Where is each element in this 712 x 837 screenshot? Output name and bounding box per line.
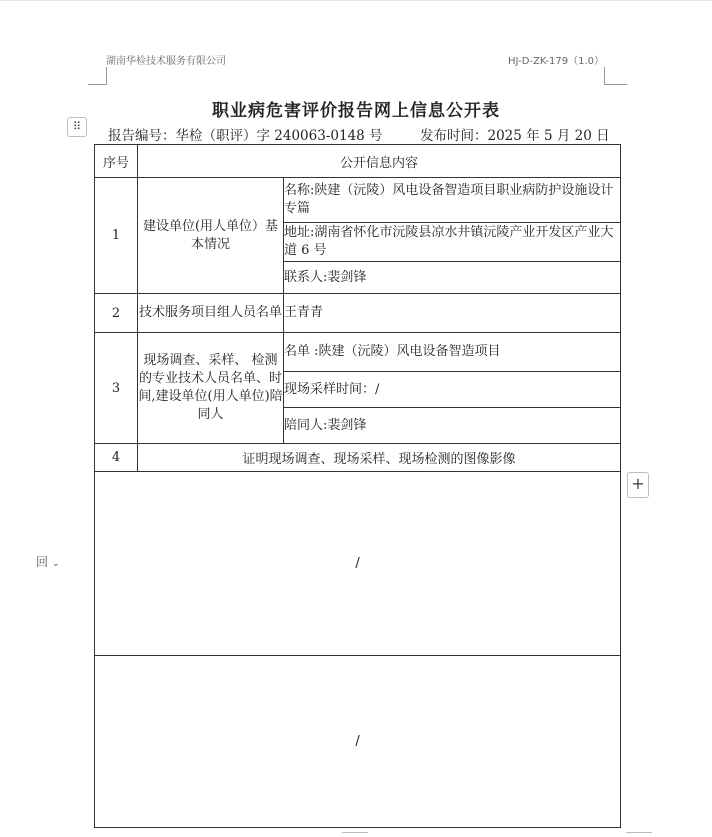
col-header-no: 序号	[95, 145, 138, 178]
row-category: 现场调查、采样、 检测的专业技术人员名单、时间,建设单位(用人单位)陪同人	[138, 333, 284, 444]
survey-staff-list[interactable]: 名单 :陕建（沅陵）风电设备智造项目	[284, 333, 621, 372]
disclosure-table	[94, 144, 621, 828]
image-placeholder-2[interactable]: /	[95, 656, 621, 828]
header-doc-code: HJ-D-ZK-179（1.0）	[508, 56, 604, 67]
crop-mark-right	[604, 67, 627, 85]
row-number: 2	[95, 294, 138, 333]
table-row	[95, 444, 621, 472]
table-row	[95, 656, 621, 828]
move-handle-icon[interactable]: ⠿	[67, 117, 87, 137]
image-placeholder-1[interactable]: /	[95, 472, 621, 656]
table-row	[95, 333, 621, 372]
row-category: 建设单位(用人单位）基本情况	[138, 178, 284, 294]
page-top-border	[0, 0, 712, 1]
table-header-row	[95, 145, 621, 178]
project-name[interactable]: 名称:陕建（沅陵）风电设备智造项目职业病防护设施设计专篇	[284, 178, 621, 223]
report-number: 报告编号：华检（职评）字 240063-0148 号	[108, 128, 383, 144]
companion-person[interactable]: 陪同人:裴剑锋	[284, 408, 621, 444]
header-company: 湖南华检技术服务有限公司	[106, 56, 226, 67]
project-address[interactable]: 地址:湖南省怀化市沅陵县凉水井镇沅陵产业开发区产业大道 6 号	[284, 223, 621, 262]
col-header-content: 公开信息内容	[138, 145, 621, 178]
images-section-header: 证明现场调查、现场采样、现场检测的图像影像	[138, 444, 621, 472]
add-column-button[interactable]: +	[627, 472, 649, 498]
row-tool-icon: 回	[36, 555, 49, 569]
page-bottom-mark	[626, 832, 652, 837]
table-row	[95, 294, 621, 333]
crop-mark-left	[88, 67, 107, 85]
page-bottom-mark	[342, 832, 368, 837]
chevron-down-icon: ⌄	[52, 559, 60, 569]
document-title: 职业病危害评价报告网上信息公开表	[212, 101, 500, 121]
team-members[interactable]: 王青青	[284, 294, 621, 333]
sampling-time[interactable]: 现场采样时间：/	[284, 372, 621, 408]
row-number: 4	[95, 444, 138, 472]
publish-date: 发布时间：2025 年 5 月 20 日	[420, 128, 610, 144]
row-number: 1	[95, 178, 138, 294]
row-category: 技术服务项目组人员名单	[138, 294, 284, 333]
row-number: 3	[95, 333, 138, 444]
contact-person[interactable]: 联系人:裴剑锋	[284, 262, 621, 294]
row-tool-button[interactable]	[36, 553, 60, 570]
page-header	[106, 52, 604, 66]
table-row	[95, 472, 621, 656]
table-row	[95, 178, 621, 223]
